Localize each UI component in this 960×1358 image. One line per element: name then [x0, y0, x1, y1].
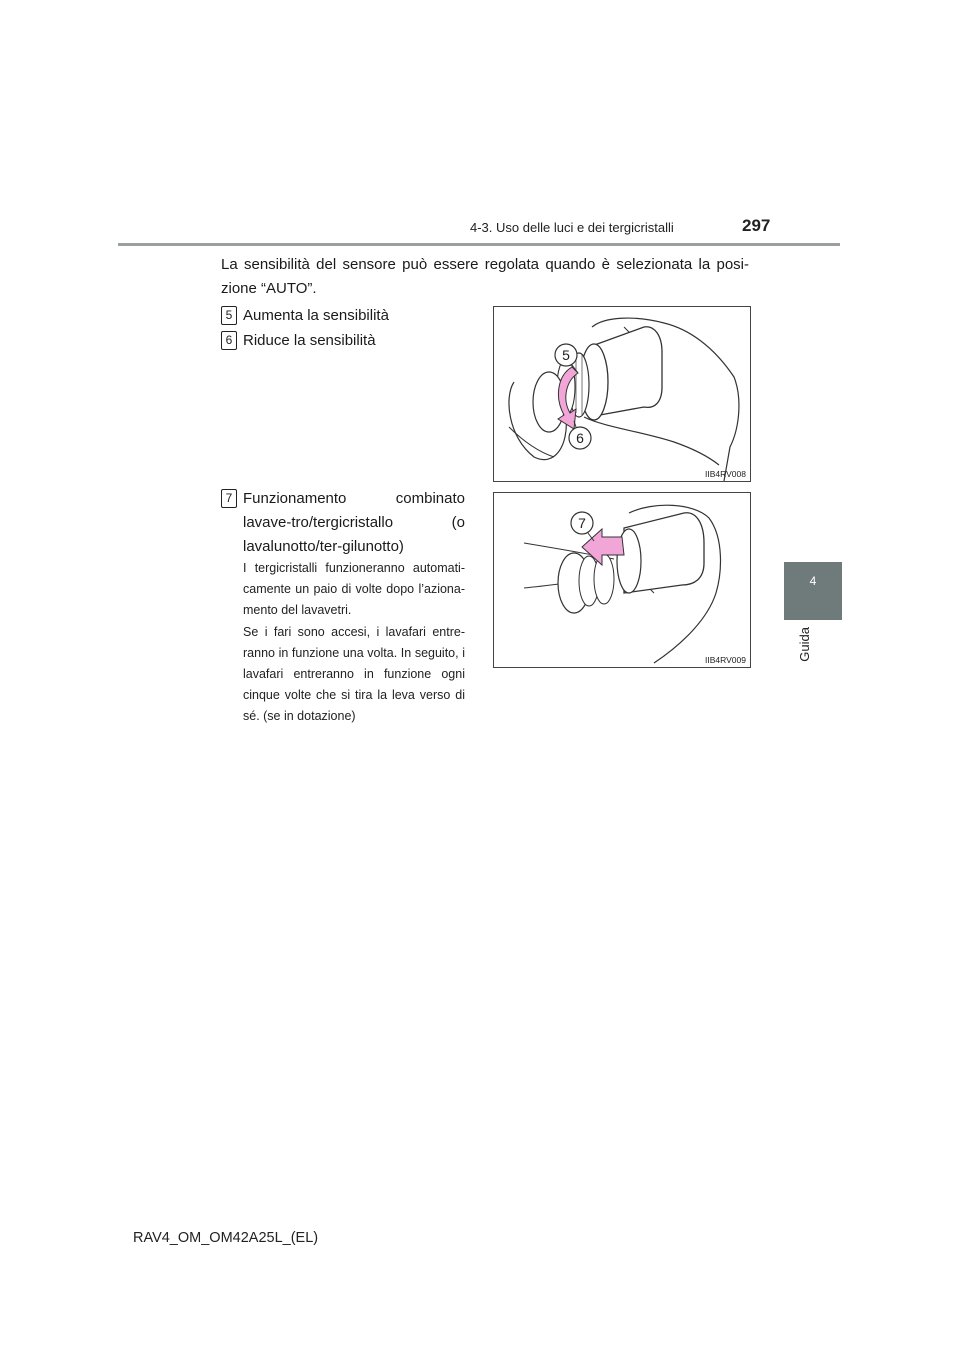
callout-5: 5 [562, 347, 570, 363]
callout-7: 7 [578, 515, 586, 531]
intro-paragraph: La sensibilità del sensore può essere regolata quando è selezionata la posi-zione “AUTO”. [221, 256, 749, 297]
item-badge-7: 7 [221, 489, 237, 508]
illustration-knob-rotation [494, 307, 750, 481]
illustration-lever-pull [494, 493, 750, 667]
figure-code: IIB4RV008 [705, 469, 746, 479]
chapter-number: 4 [809, 574, 817, 588]
callout-6: 6 [576, 430, 584, 446]
item-label-decrease: Riduce la sensibilità [243, 332, 376, 349]
page-number: 297 [742, 216, 771, 235]
note-headlamp-cleaners: Se i fari sono accesi, i lavafari entre-ranno in funzione una volta. In seguito, i lavafari entreranno in funzione ogni cinque volte che si tira la leva verso di sé. (se in dotazione) [243, 625, 465, 723]
chapter-tab [784, 562, 842, 620]
section-title: 4-3. Uso delle luci e dei tergicristalli [470, 220, 674, 235]
item-label-combined-washer: Funzionamento combinato lavave-tro/tergicristallo (o lavalunotto/ter-gilunotto) [243, 490, 465, 555]
chapter-label-wrap [794, 624, 814, 664]
document-code: RAV4_OM_OM42A25L_(EL) [133, 1230, 319, 1246]
figure-code: IIB4RV009 [705, 655, 746, 665]
item-badge-6: 6 [221, 331, 237, 350]
figure-combined-washer [493, 492, 751, 668]
item-label-increase: Aumenta la sensibilità [243, 307, 389, 324]
note-wipers: I tergicristalli funzioneranno automati-camente un paio di volte dopo l’aziona-mento del lavavetri. [243, 561, 465, 617]
figure-sensitivity [493, 306, 751, 482]
chapter-label: Guida [796, 626, 812, 662]
item-badge-5: 5 [221, 306, 237, 325]
header-rule [118, 243, 840, 246]
